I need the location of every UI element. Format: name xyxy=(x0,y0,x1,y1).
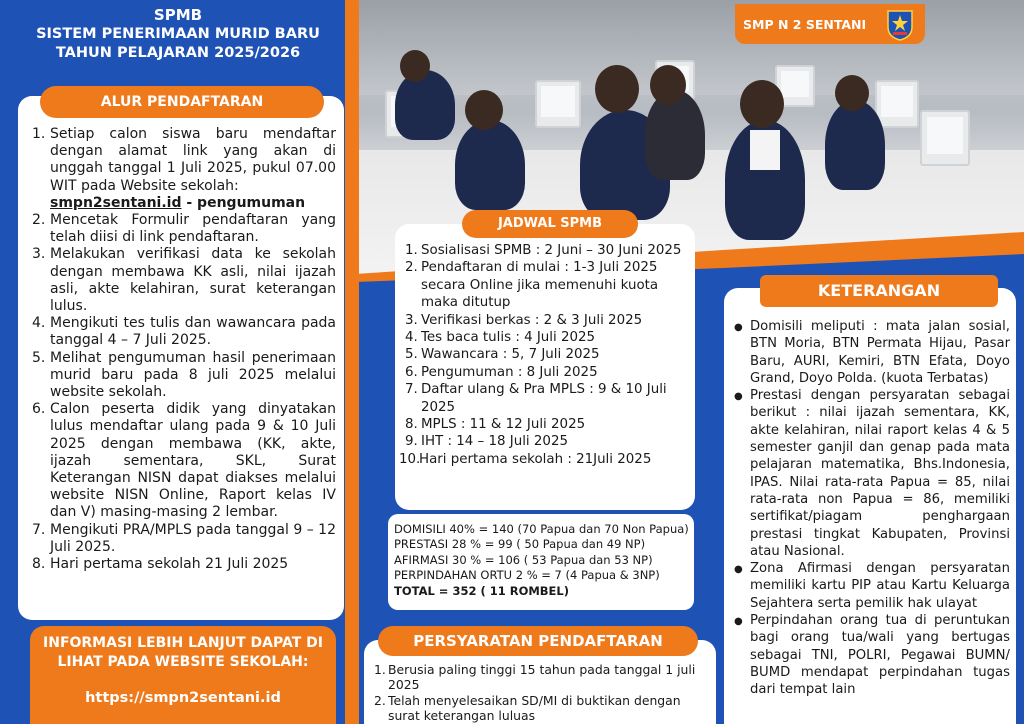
list-item: 3. Verifikasi berkas : 2 & 3 Juli 2025 xyxy=(405,312,643,328)
jadwal-list xyxy=(399,242,689,468)
keterangan-list xyxy=(734,318,1010,699)
jadwal-card xyxy=(395,224,695,510)
info-box xyxy=(30,626,336,724)
list-item: 4. Tes baca tulis : 4 Juli 2025 xyxy=(405,330,596,346)
keterangan-card xyxy=(724,288,1016,724)
kuota-total: TOTAL = 352 ( 11 ROMBEL) xyxy=(394,583,569,598)
item-number: 1. xyxy=(32,126,46,142)
website-link[interactable]: smpn2sentani.id xyxy=(50,194,182,211)
alur-list xyxy=(32,126,336,573)
kuota-line: DOMISILI 40% = 140 (70 Papua dan 70 Non Papua) xyxy=(394,522,689,536)
title-line-2: SISTEM PENERIMAAN MURID BARU xyxy=(36,26,320,42)
title-line-1: SPMB xyxy=(153,6,203,24)
jadwal-heading: JADWAL SPMB xyxy=(462,210,638,238)
info-text: INFORMASI LEBIH LANJUT DAPAT DI LIHAT PADA WEBSITE SEKOLAH: xyxy=(43,635,323,670)
list-item: 10. Hari pertama sekolah : 21Juli 2025 xyxy=(399,451,652,467)
kuota-line: PERPINDAHAN ORTU 2 % = 7 (4 Papua & 3NP) xyxy=(394,568,660,583)
list-item: 2. Pendaftaran di mulai : 1-3 Juli 2025 secara Online jika memenuhi kuota maka ditutup xyxy=(405,260,659,311)
list-item: 9. IHT : 14 – 18 Juli 2025 xyxy=(405,434,568,450)
school-tag xyxy=(735,4,925,44)
syarat-list xyxy=(374,662,710,724)
list-item: 4. Mengikuti tes tulis dan wawancara pada tanggal 4 – 7 Juli 2025. xyxy=(32,315,336,349)
list-item: 6. Pengumuman : 8 Juli 2025 xyxy=(405,364,598,380)
list-item: 6. Calon peserta didik yang dinyatakan lulus mendaftar ulang pada 9 & 10 Juli 2025 dengan membawa (KK, akte, ijazah sementara, SKL, Surat Keterangan NISN dapat diakses melalui website NISN Online, Raport kelas IV dan V) masing-masing 2 lembar. xyxy=(32,401,336,521)
list-item: 8. Hari pertama sekolah 21 Juli 2025 xyxy=(32,556,289,573)
list-item: 7. Daftar ulang & Pra MPLS : 9 & 10 Juli 2025 xyxy=(405,382,667,415)
list-item: ● Perpindahan orang tua di peruntukan bagi orang tua/wali yang bertugas sebagai TNI, POLRI, Pegawai BUMN/ BUMD mendapat perpindahan tugas dari tempat lain xyxy=(734,613,1010,698)
list-item: 5. Melihat pengumuman hasil penerimaan murid baru pada 8 juli 2025 melalui website sekolah. xyxy=(32,349,336,401)
list-item: 2. Telah menyelesaikan SD/MI di buktikan dengan surat keterangan luluas xyxy=(374,692,681,724)
list-item: 8. MPLS : 11 & 12 Juli 2025 xyxy=(405,417,586,433)
page-title xyxy=(18,6,338,63)
list-item: 3. Melakukan verifikasi data ke sekolah dengan membawa KK asli, nilai ijazah asli, akte kelahiran, surat keterangan lulus. xyxy=(32,246,336,315)
list-item: 7. Mengikuti PRA/MPLS pada tanggal 9 – 12 Juli 2025. xyxy=(32,521,336,555)
title-line-3: TAHUN PELAJARAN 2025/2026 xyxy=(55,45,301,61)
kuota-list xyxy=(394,522,689,599)
list-item: 2. Mencetak Formulir pendaftaran yang telah diisi di link pendaftaran. xyxy=(32,212,336,246)
list-item: ● Zona Afirmasi dengan persyaratan memiliki kartu PIP atau Kartu Keluarga Sejahtera serta pemilik hak ulayat xyxy=(734,561,1010,611)
bullet-icon: ● xyxy=(734,564,743,576)
list-item xyxy=(32,126,336,212)
bullet-icon: ● xyxy=(734,391,743,403)
list-item: ● Prestasi dengan persyaratan sebagai berikut : nilai ijazah sementara, KK, akte kelahiran, nilai raport kelas 4 & 5 semester ganjil dan genap pada mata pelajaran matematika, Bhs.Indonesia, IPAS. Nilai rata-rata Papua = 85, nilai rata-rata non Papua = 86, memiliki sertifikat/piagam penghargaan prestasi tingkat Kabupaten, Provinsi atau Nasional. xyxy=(734,388,1010,559)
list-item: ● Domisili meliputi : mata jalan sosial, BTN Moria, BTN Permata Hijau, Pasar Baru, AURI, Kemiri, BTN Efata, Doyo Grand, Doyo Polda. (kuota Terbatas) xyxy=(734,319,1010,386)
list-item: 5. Wawancara : 5, 7 Juli 2025 xyxy=(405,347,600,363)
keterangan-heading: KETERANGAN xyxy=(760,275,998,307)
school-emblem-icon xyxy=(885,9,915,41)
bullet-icon: ● xyxy=(734,616,743,628)
list-item: 1. Sosialisasi SPMB : 2 Juni – 30 Juni 2025 xyxy=(405,243,682,258)
syarat-heading: PERSYARATAN PENDAFTARAN xyxy=(378,626,698,656)
school-name: SMP N 2 SENTANI xyxy=(743,17,867,32)
kuota-card xyxy=(388,514,694,610)
alur-heading: ALUR PENDAFTARAN xyxy=(40,86,324,118)
item-text: Setiap calon siswa baru mendaftar dengan alamat link yang akan di unggah tanggal 1 Juli 2025, pukul 07.00 WIT pada Website sekolah: smpn2sentani.id - pengumuman xyxy=(50,126,336,211)
website-url[interactable]: https://smpn2sentani.id xyxy=(85,690,281,706)
orange-divider xyxy=(345,0,359,724)
kuota-line: PRESTASI 28 % = 99 ( 50 Papua dan 49 NP) xyxy=(394,537,646,552)
kuota-line: AFIRMASI 30 % = 106 ( 53 Papua dan 53 NP) xyxy=(394,552,653,567)
alur-card xyxy=(18,96,344,620)
bullet-icon: ● xyxy=(734,322,743,333)
list-item: 1. Berusia paling tinggi 15 tahun pada tanggal 1 juli 2025 xyxy=(374,662,696,693)
